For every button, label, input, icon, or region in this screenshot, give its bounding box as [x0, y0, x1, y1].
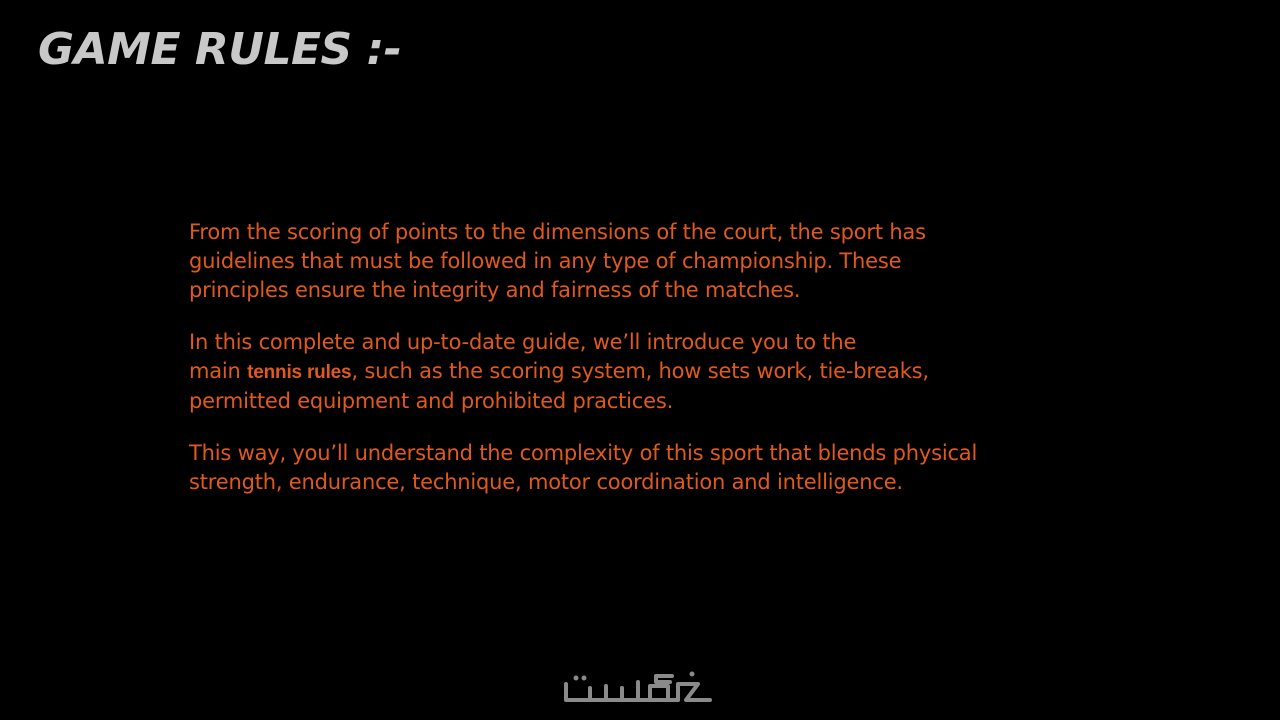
paragraph-line: strength, endurance, technique, motor coordination and intelligence. — [189, 470, 903, 494]
paragraph-line-prefix: main — [189, 359, 248, 383]
paragraph-line: principles ensure the integrity and fairness of the matches. — [189, 278, 801, 302]
brand-logo-icon — [560, 664, 720, 712]
paragraph-line: In this complete and up-to-date guide, we’ll introduce you to the — [189, 330, 857, 354]
paragraph-line: From the scoring of points to the dimensions of the court, the sport has — [189, 220, 926, 244]
paragraph-line: permitted equipment and prohibited practices. — [189, 389, 674, 413]
slide-title: GAME RULES :- — [38, 24, 402, 75]
tennis-rules-emphasis: tennis rules — [247, 362, 352, 383]
slide-body — [189, 218, 1109, 520]
paragraph-conclusion — [189, 439, 1109, 497]
paragraph-guide — [189, 328, 1109, 416]
paragraph-intro — [189, 218, 1109, 305]
paragraph-line: guidelines that must be followed in any type of championship. These — [189, 249, 902, 273]
paragraph-line: This way, you’ll understand the complexity of this sport that blends physical — [189, 441, 978, 465]
paragraph-line — [189, 357, 1109, 387]
paragraph-line-suffix: , such as the scoring system, how sets work, tie-breaks, — [351, 359, 929, 383]
